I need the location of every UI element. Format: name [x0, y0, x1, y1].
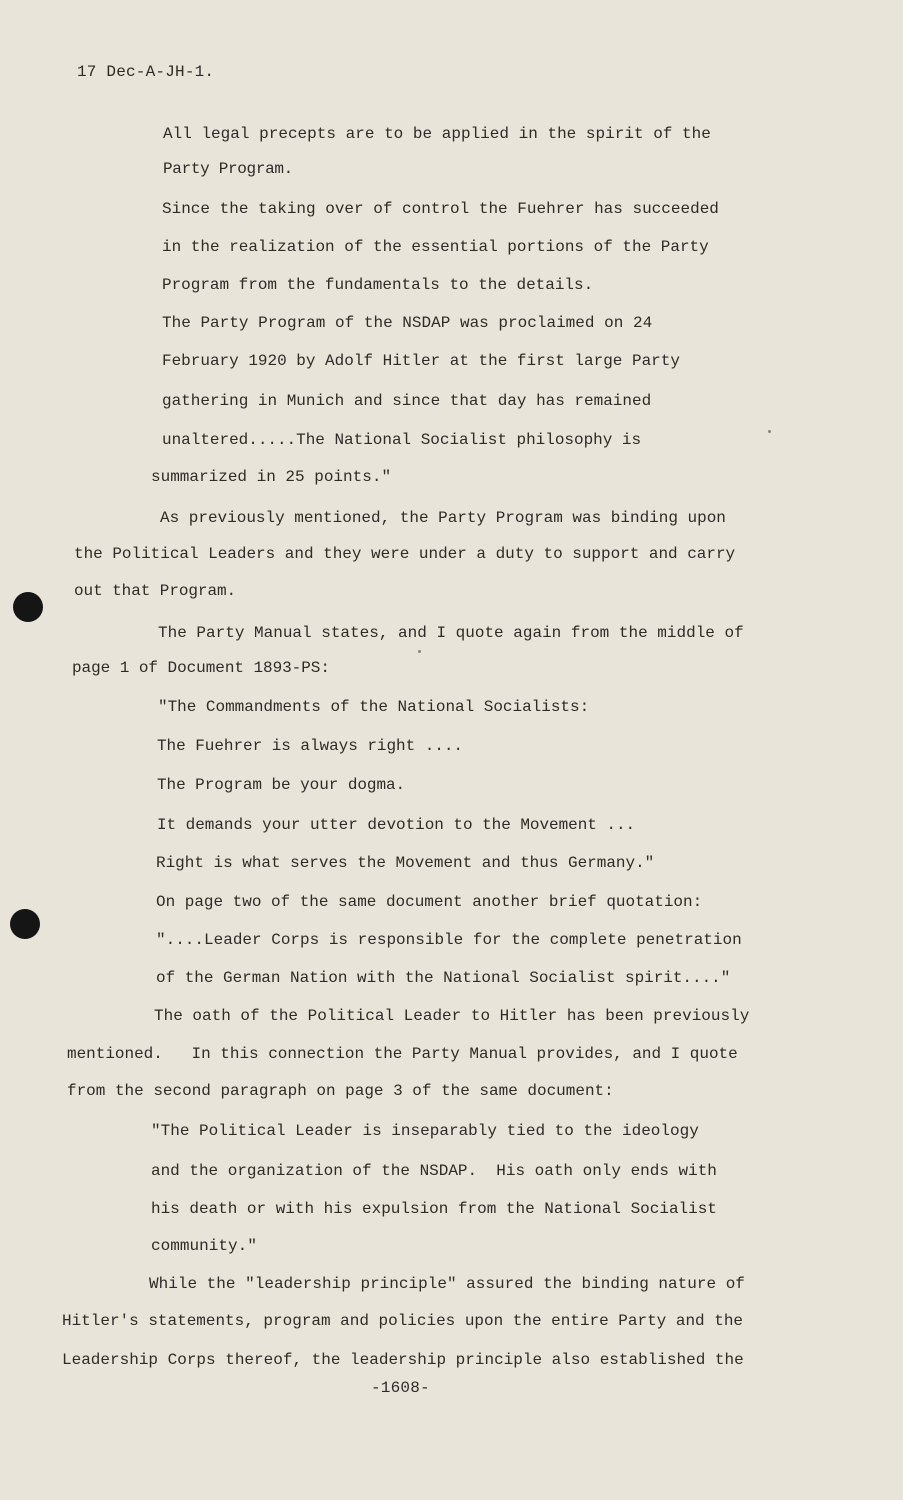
body-line: "The Political Leader is inseparably tied to the ideology: [151, 1122, 699, 1140]
body-line: As previously mentioned, the Party Program was binding upon: [160, 509, 726, 527]
body-line: page 1 of Document 1893-PS:: [72, 659, 330, 677]
body-line: and the organization of the NSDAP. His oath only ends with: [151, 1162, 717, 1180]
body-line: All legal precepts are to be applied in the spirit of the: [163, 125, 711, 143]
paper-speck: [768, 430, 771, 433]
body-line: from the second paragraph on page 3 of the same document:: [67, 1082, 614, 1100]
body-line: The oath of the Political Leader to Hitler has been previously: [154, 1007, 750, 1025]
body-line: unaltered.....The National Socialist philosophy is: [162, 431, 642, 449]
body-line: the Political Leaders and they were under a duty to support and carry: [74, 545, 736, 563]
body-line: "The Commandments of the National Socialists:: [158, 698, 590, 716]
body-line: gathering in Munich and since that day has remained: [162, 392, 652, 410]
body-line: Program from the fundamentals to the details.: [162, 276, 594, 294]
body-line: The Party Manual states, and I quote again from the middle of: [158, 624, 744, 642]
body-line: The Program be your dogma.: [157, 776, 406, 794]
body-line: Right is what serves the Movement and thus Germany.": [156, 854, 655, 872]
body-line: Hitler's statements, program and policies upon the entire Party and the: [62, 1312, 744, 1330]
body-line: community.": [151, 1237, 257, 1255]
body-line: February 1920 by Adolf Hitler at the first large Party: [162, 352, 680, 370]
body-line: Leadership Corps thereof, the leadership principle also established the: [62, 1351, 744, 1369]
body-line: of the German Nation with the National Socialist spirit....": [156, 969, 731, 987]
document-reference: 17 Dec-A-JH-1.: [77, 63, 215, 81]
body-line: The Fuehrer is always right ....: [157, 737, 463, 755]
body-line: mentioned. In this connection the Party Manual provides, and I quote: [67, 1045, 738, 1063]
body-line: summarized in 25 points.": [151, 468, 392, 486]
body-line: his death or with his expulsion from the National Socialist: [151, 1200, 717, 1218]
body-line: Party Program.: [163, 160, 293, 178]
body-line: in the realization of the essential portions of the Party: [162, 238, 709, 256]
body-line: The Party Program of the NSDAP was proclaimed on 24: [162, 314, 653, 332]
body-line: "....Leader Corps is responsible for the complete penetration: [156, 931, 742, 949]
body-line: While the "leadership principle" assured the binding nature of: [149, 1275, 745, 1293]
body-line: On page two of the same document another brief quotation:: [156, 893, 703, 911]
punch-hole-bottom: [10, 909, 40, 939]
body-line: out that Program.: [74, 582, 237, 600]
page-number: -1608-: [371, 1379, 430, 1397]
paper-speck: [418, 650, 421, 653]
punch-hole-top: [13, 592, 43, 622]
body-line: It demands your utter devotion to the Movement ...: [157, 816, 636, 834]
body-line: Since the taking over of control the Fuehrer has succeeded: [162, 200, 719, 218]
